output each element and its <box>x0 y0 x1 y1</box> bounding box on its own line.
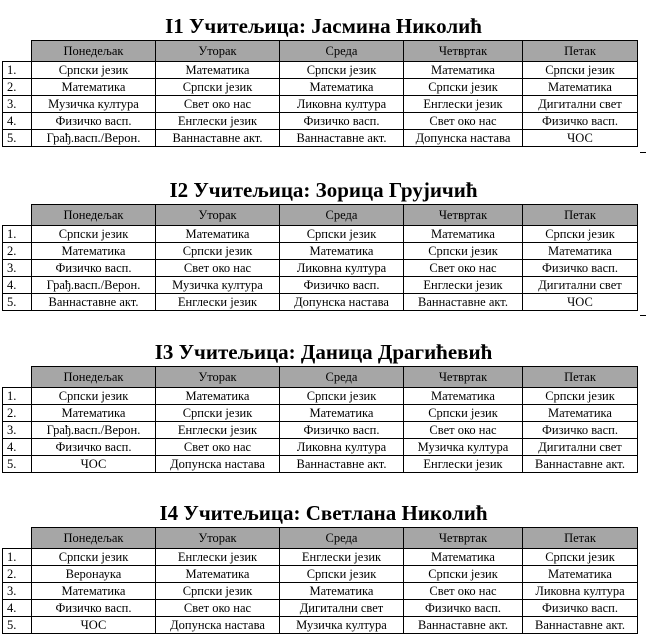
subject-cell: Свет око нас <box>156 600 280 617</box>
subject-cell: Математика <box>523 566 638 583</box>
subject-cell: Енглески језик <box>156 294 280 311</box>
subject-cell: Дигитални свет <box>523 96 638 113</box>
subject-cell: Српски језик <box>523 549 638 566</box>
subject-cell: Грађ.васп./Верон. <box>32 422 156 439</box>
subject-cell: Физичко васп. <box>523 113 638 130</box>
subject-cell: Допунска настава <box>156 456 280 473</box>
subject-cell: Музичка култура <box>404 439 523 456</box>
table-row <box>3 583 638 600</box>
subject-cell: Ваннаставне акт. <box>280 456 404 473</box>
subject-cell: Математика <box>280 405 404 422</box>
day-header: Петак <box>523 367 638 388</box>
timetable <box>2 366 638 473</box>
subject-cell: Српски језик <box>156 243 280 260</box>
table-row <box>3 549 638 566</box>
period-number: 4. <box>3 439 32 456</box>
subject-cell: Математика <box>280 79 404 96</box>
subject-cell: Енглески језик <box>156 113 280 130</box>
subject-cell: Математика <box>156 62 280 79</box>
day-header: Уторак <box>156 205 280 226</box>
subject-cell: Грађ.васп./Верон. <box>32 277 156 294</box>
subject-cell: Физичко васп. <box>280 422 404 439</box>
subject-cell: Математика <box>404 226 523 243</box>
table-row <box>3 617 638 634</box>
subject-cell: Свет око нас <box>404 583 523 600</box>
subject-cell: Математика <box>156 226 280 243</box>
day-header: Понедељак <box>32 41 156 62</box>
subject-cell: Енглески језик <box>404 456 523 473</box>
subject-cell: Веронаука <box>32 566 156 583</box>
period-number: 2. <box>3 79 32 96</box>
subject-cell: Српски језик <box>404 243 523 260</box>
subject-cell: Дигитални свет <box>523 277 638 294</box>
subject-cell: Ваннаставне акт. <box>280 130 404 147</box>
table-row <box>3 243 638 260</box>
subject-cell: Српски језик <box>280 388 404 405</box>
timetable <box>2 40 638 147</box>
page-break-mark <box>640 315 646 316</box>
day-header: Четвртак <box>404 367 523 388</box>
subject-cell: Свет око нас <box>156 260 280 277</box>
table-row <box>3 96 638 113</box>
subject-cell: Математика <box>404 388 523 405</box>
subject-cell: Српски језик <box>156 405 280 422</box>
subject-cell: Математика <box>156 388 280 405</box>
subject-cell: Српски језик <box>523 226 638 243</box>
subject-cell: Физичко васп. <box>32 113 156 130</box>
header-corner <box>3 528 32 549</box>
subject-cell: Дигитални свет <box>280 600 404 617</box>
day-header: Четвртак <box>404 41 523 62</box>
period-number: 2. <box>3 243 32 260</box>
subject-cell: Свет око нас <box>404 422 523 439</box>
subject-cell: Математика <box>523 79 638 96</box>
subject-cell: Математика <box>32 583 156 600</box>
period-number: 5. <box>3 617 32 634</box>
subject-cell: Физичко васп. <box>523 260 638 277</box>
schedule-title: I2 Учитељица: Зорица Грујичић <box>169 178 478 202</box>
table-row <box>3 79 638 96</box>
subject-cell: Музичка култура <box>156 277 280 294</box>
period-number: 2. <box>3 405 32 422</box>
subject-cell: Енглески језик <box>156 422 280 439</box>
subject-cell: Српски језик <box>156 583 280 600</box>
period-number: 3. <box>3 260 32 277</box>
day-header: Четвртак <box>404 205 523 226</box>
subject-cell: Ваннаставне акт. <box>32 294 156 311</box>
day-header: Уторак <box>156 367 280 388</box>
schedule-title: I3 Учитељица: Даница Драгићевић <box>154 340 493 364</box>
header-corner <box>3 41 32 62</box>
subject-cell: ЧОС <box>32 456 156 473</box>
subject-cell: Допунска настава <box>156 617 280 634</box>
subject-cell: Свет око нас <box>404 113 523 130</box>
subject-cell: Математика <box>404 549 523 566</box>
subject-cell: Енглески језик <box>280 549 404 566</box>
subject-cell: Српски језик <box>280 62 404 79</box>
period-number: 4. <box>3 277 32 294</box>
day-header: Понедељак <box>32 205 156 226</box>
day-header: Петак <box>523 41 638 62</box>
subject-cell: Српски језик <box>32 549 156 566</box>
table-row <box>3 226 638 243</box>
subject-cell: Ликовна култура <box>523 583 638 600</box>
day-header: Петак <box>523 205 638 226</box>
subject-cell: Ликовна култура <box>280 96 404 113</box>
subject-cell: Физичко васп. <box>32 600 156 617</box>
subject-cell: Допунска настава <box>280 294 404 311</box>
period-number: 3. <box>3 583 32 600</box>
subject-cell: Физичко васп. <box>280 277 404 294</box>
subject-cell: Музичка култура <box>32 96 156 113</box>
period-number: 1. <box>3 549 32 566</box>
table-row <box>3 600 638 617</box>
subject-cell: Математика <box>32 79 156 96</box>
subject-cell: Математика <box>523 243 638 260</box>
header-corner <box>3 367 32 388</box>
subject-cell: Математика <box>156 566 280 583</box>
day-header: Понедељак <box>32 528 156 549</box>
subject-cell: Ваннаставне акт. <box>523 456 638 473</box>
table-row <box>3 388 638 405</box>
table-row <box>3 277 638 294</box>
table-row <box>3 405 638 422</box>
period-number: 1. <box>3 226 32 243</box>
table-row <box>3 62 638 79</box>
header-row <box>3 41 638 62</box>
subject-cell: Енглески језик <box>404 96 523 113</box>
table-row <box>3 113 638 130</box>
subject-cell: Српски језик <box>280 226 404 243</box>
subject-cell: Физичко васп. <box>523 600 638 617</box>
timetable <box>2 204 638 311</box>
header-row <box>3 205 638 226</box>
subject-cell: Свет око нас <box>404 260 523 277</box>
schedule-title: I4 Учитељица: Светлана Николић <box>159 501 488 525</box>
day-header: Среда <box>280 367 404 388</box>
period-number: 3. <box>3 422 32 439</box>
table-row <box>3 456 638 473</box>
table-row <box>3 422 638 439</box>
header-corner <box>3 205 32 226</box>
day-header: Петак <box>523 528 638 549</box>
schedule-title: I1 Учитељица: Јасмина Николић <box>165 14 482 38</box>
subject-cell: Српски језик <box>32 388 156 405</box>
period-number: 4. <box>3 600 32 617</box>
subject-cell: Математика <box>404 62 523 79</box>
header-row <box>3 367 638 388</box>
subject-cell: Физичко васп. <box>32 260 156 277</box>
subject-cell: Музичка култура <box>280 617 404 634</box>
period-number: 1. <box>3 388 32 405</box>
subject-cell: Свет око нас <box>156 96 280 113</box>
subject-cell: Ваннаставне акт. <box>156 130 280 147</box>
subject-cell: Допунска настава <box>404 130 523 147</box>
subject-cell: Математика <box>32 243 156 260</box>
subject-cell: Физичко васп. <box>404 600 523 617</box>
subject-cell: Ваннаставне акт. <box>404 617 523 634</box>
day-header: Четвртак <box>404 528 523 549</box>
subject-cell: Физичко васп. <box>32 439 156 456</box>
subject-cell: Физичко васп. <box>280 113 404 130</box>
period-number: 1. <box>3 62 32 79</box>
table-row <box>3 566 638 583</box>
period-number: 2. <box>3 566 32 583</box>
period-number: 5. <box>3 456 32 473</box>
day-header: Среда <box>280 528 404 549</box>
subject-cell: Ликовна култура <box>280 439 404 456</box>
period-number: 4. <box>3 113 32 130</box>
subject-cell: Математика <box>523 405 638 422</box>
subject-cell: Ваннаставне акт. <box>523 617 638 634</box>
period-number: 5. <box>3 130 32 147</box>
subject-cell: Физичко васп. <box>523 422 638 439</box>
subject-cell: Српски језик <box>280 566 404 583</box>
period-number: 3. <box>3 96 32 113</box>
subject-cell: ЧОС <box>32 617 156 634</box>
table-row <box>3 260 638 277</box>
subject-cell: Српски језик <box>32 226 156 243</box>
subject-cell: ЧОС <box>523 294 638 311</box>
period-number: 5. <box>3 294 32 311</box>
day-header: Среда <box>280 41 404 62</box>
subject-cell: Српски језик <box>32 62 156 79</box>
page-break-mark <box>640 152 646 153</box>
subject-cell: Српски језик <box>523 388 638 405</box>
day-header: Среда <box>280 205 404 226</box>
day-header: Уторак <box>156 528 280 549</box>
day-header: Уторак <box>156 41 280 62</box>
header-row <box>3 528 638 549</box>
subject-cell: Српски језик <box>404 79 523 96</box>
subject-cell: Енглески језик <box>404 277 523 294</box>
subject-cell: Енглески језик <box>156 549 280 566</box>
subject-cell: Математика <box>32 405 156 422</box>
subject-cell: Ликовна култура <box>280 260 404 277</box>
subject-cell: Српски језик <box>404 405 523 422</box>
day-header: Понедељак <box>32 367 156 388</box>
subject-cell: Српски језик <box>523 62 638 79</box>
table-row <box>3 130 638 147</box>
subject-cell: Математика <box>280 243 404 260</box>
subject-cell: Грађ.васп./Верон. <box>32 130 156 147</box>
timetable <box>2 527 638 634</box>
subject-cell: Српски језик <box>404 566 523 583</box>
table-row <box>3 439 638 456</box>
subject-cell: Свет око нас <box>156 439 280 456</box>
subject-cell: Српски језик <box>156 79 280 96</box>
subject-cell: Ваннаставне акт. <box>404 294 523 311</box>
subject-cell: Дигитални свет <box>523 439 638 456</box>
subject-cell: ЧОС <box>523 130 638 147</box>
table-row <box>3 294 638 311</box>
subject-cell: Математика <box>280 583 404 600</box>
